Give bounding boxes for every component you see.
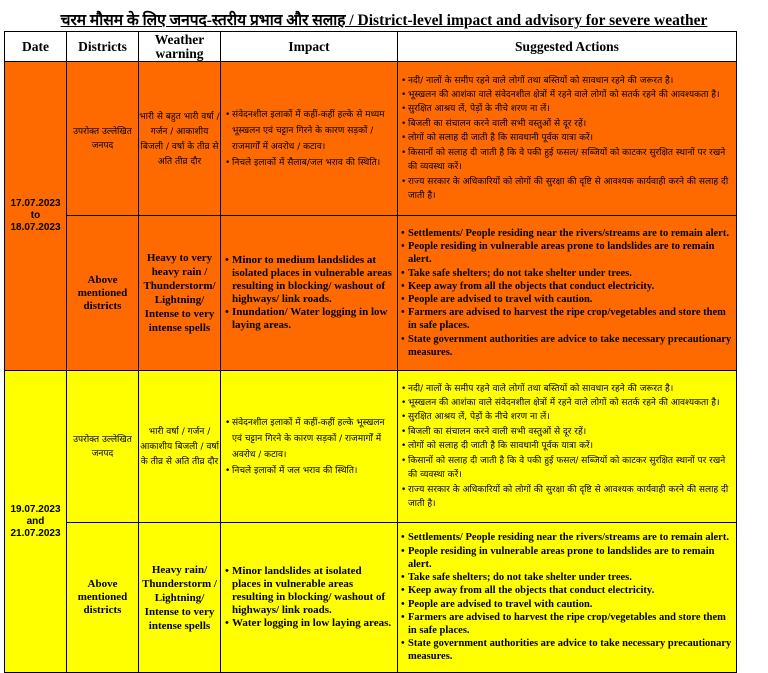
warning-cell: भारी वर्षा / गर्जन / आकाशीय बिजली / वर्षा के तीव्र से अति तीव्र दौर xyxy=(139,371,221,523)
header-date: Date xyxy=(5,32,67,62)
impact-cell xyxy=(221,216,398,371)
table-row xyxy=(5,216,737,371)
page-title: चरम मौसम के लिए जनपद-स्तरीय प्रभाव और सलाह / District-level impact and advisory for severe weather xyxy=(60,12,708,29)
action-item: • भूस्खलन की आशंका वाले संवेदनशील क्षेत्रों में रहने वाले लोगों को सतर्क रहने की आवश्यकता है। xyxy=(401,396,733,410)
action-item: • Keep away from all the objects that conduct electricity. xyxy=(401,584,733,597)
action-item: • Farmers are advised to harvest the ripe crop/vegetables and store them in safe places. xyxy=(401,611,733,637)
date-end: 18.07.2023 xyxy=(10,222,61,233)
impact-item: • संवेदनशील इलाकों में कहीं-कहीं हल्के भूस्खलन एवं चट्टान गिरने के कारण सड़कों / राजमार्गों में अवरोध / कटाव। xyxy=(225,415,393,463)
impact-item: • निचले इलाकों में जल भराव की स्थिति। xyxy=(225,463,393,479)
action-item: • बिजली का संचालन करने वाली सभी वस्तुओं से दूर रहें। xyxy=(401,425,733,439)
header-impact: Impact xyxy=(221,32,398,62)
impact-item: • Inundation/ Water logging in low laying areas. xyxy=(225,306,393,332)
table-row xyxy=(5,523,737,673)
action-item: • Settlements/ People residing near the rivers/streams are to remain alert. xyxy=(401,531,733,544)
date-start: 17.07.2023 xyxy=(10,198,61,209)
action-item: • लोगों को सलाह दी जाती है कि सावधानी पूर्वक यात्रा करें। xyxy=(401,439,733,453)
action-item: • Farmers are advised to harvest the ripe crop/vegetables and store them in safe places. xyxy=(401,306,733,332)
action-item: • State government authorities are advice to take necessary precautionary measures. xyxy=(401,333,733,359)
district-cell: Above mentioned districts xyxy=(67,523,139,673)
header-warning: Weather warning xyxy=(139,32,221,62)
actions-cell xyxy=(398,216,737,371)
table-row xyxy=(5,371,737,523)
header-actions: Suggested Actions xyxy=(398,32,737,62)
action-item: • लोगों को सलाह दी जाती है कि सावधानी पूर्वक यात्रा करें। xyxy=(401,131,733,145)
actions-cell xyxy=(398,62,737,216)
impact-item: • Water logging in low laying areas. xyxy=(225,617,393,630)
date-end: 21.07.2023 xyxy=(10,527,61,539)
action-item: • Take safe shelters; do not take shelter under trees. xyxy=(401,267,733,280)
district-cell: Above mentioned districts xyxy=(67,216,139,371)
impact-item: • Minor landslides at isolated places in vulnerable areas resulting in blocking/ washout of highways/ link roads. xyxy=(225,565,393,617)
action-item: • People are advised to travel with caution. xyxy=(401,598,733,611)
action-item: • नदी/ नालों के समीप रहने वाले लोगों तथा बस्तियों को सावधान रहने की जरूरत है। xyxy=(401,74,733,88)
date-start: 19.07.2023 xyxy=(10,503,61,515)
action-item: • State government authorities are advice to take necessary precautionary measures. xyxy=(401,637,733,663)
impact-cell xyxy=(221,371,398,523)
action-item: • People residing in vulnerable areas prone to landslides are to remain alert. xyxy=(401,240,733,266)
action-item: • राज्य सरकार के अधिकारियों को लोगों की सुरक्षा की दृष्टि से आवश्यक कार्यवाही करने की सलाह दी जाती है। xyxy=(401,175,733,204)
table-row xyxy=(5,62,737,216)
action-item: • नदी/ नालों के समीप रहने वाले लोगों तथा बस्तियों को सावधान रहने की जरूरत है। xyxy=(401,382,733,396)
date-connector: and xyxy=(26,515,45,527)
actions-cell xyxy=(398,371,737,523)
header-districts: Districts xyxy=(67,32,139,62)
action-item: • Keep away from all the objects that conduct electricity. xyxy=(401,280,733,293)
action-item: • Take safe shelters; do not take shelter under trees. xyxy=(401,571,733,584)
action-item: • सुरक्षित आश्रय लें, पेड़ों के नीचे शरण ना लें। xyxy=(401,410,733,424)
impact-cell xyxy=(221,523,398,673)
action-item: • किसानों को सलाह दी जाती है कि वे पकी हुई फसल/ सब्जियों को काटकर सुरक्षित स्थानों पर रखने की व्यवस्था करें। xyxy=(401,146,733,175)
impact-item: • निचले इलाकों में सैलाब/जल भराव की स्थिति। xyxy=(225,155,393,171)
action-item: • People are advised to travel with caution. xyxy=(401,293,733,306)
warning-cell: भारी से बहुत भारी वर्षा / गर्जन / आकाशीय बिजली / वर्षा के तीव्र से अति तीव्र दौर xyxy=(139,62,221,216)
header-row xyxy=(5,32,737,62)
warning-cell: Heavy to very heavy rain / Thunderstorm/ Lightning/ Intense to very intense spells xyxy=(139,216,221,371)
action-item: • Settlements/ People residing near the rivers/streams are to remain alert. xyxy=(401,227,733,240)
district-cell: उपरोक्त उल्लेखित जनपद xyxy=(67,371,139,523)
action-item: • किसानों को सलाह दी जाती है कि वे पकी हुई फसल/ सब्जियों को काटकर सुरक्षित स्थानों पर रखने की व्यवस्था करें। xyxy=(401,454,733,483)
warning-cell: Heavy rain/ Thunderstorm / Lightning/ Intense to very intense spells xyxy=(139,523,221,673)
date-cell xyxy=(5,62,67,371)
action-item: • भूस्खलन की आशंका वाले संवेदनशील क्षेत्रों में रहने वाले लोगों को सतर्क रहने की आवश्यकता है। xyxy=(401,88,733,102)
date-connector: to xyxy=(30,210,41,221)
action-item: • सुरक्षित आश्रय लें, पेड़ों के नीचे शरण ना लें। xyxy=(401,102,733,116)
date-cell xyxy=(5,371,67,673)
action-item: • बिजली का संचालन करने वाली सभी वस्तुओं से दूर रहें। xyxy=(401,117,733,131)
action-item: • राज्य सरकार के अधिकारियों को लोगों की सुरक्षा की दृष्टि से आवश्यक कार्यवाही करने की सलाह दी जाती है। xyxy=(401,483,733,512)
advisory-table xyxy=(4,31,737,673)
impact-item: • संवेदनशील इलाकों में कहीं-कहीं हल्के से मध्यम भूस्खलन एवं चट्टान गिरने के कारण सड़कों / राजमार्गों में अवरोध / कटाव। xyxy=(225,107,393,155)
action-item: • People residing in vulnerable areas prone to landslides are to remain alert. xyxy=(401,545,733,571)
impact-item: • Minor to medium landslides at isolated places in vulnerable areas resulting in blocking/ washout of highways/ link roads. xyxy=(225,254,393,306)
impact-cell xyxy=(221,62,398,216)
actions-cell xyxy=(398,523,737,673)
district-cell: उपरोक्त उल्लेखित जनपद xyxy=(67,62,139,216)
